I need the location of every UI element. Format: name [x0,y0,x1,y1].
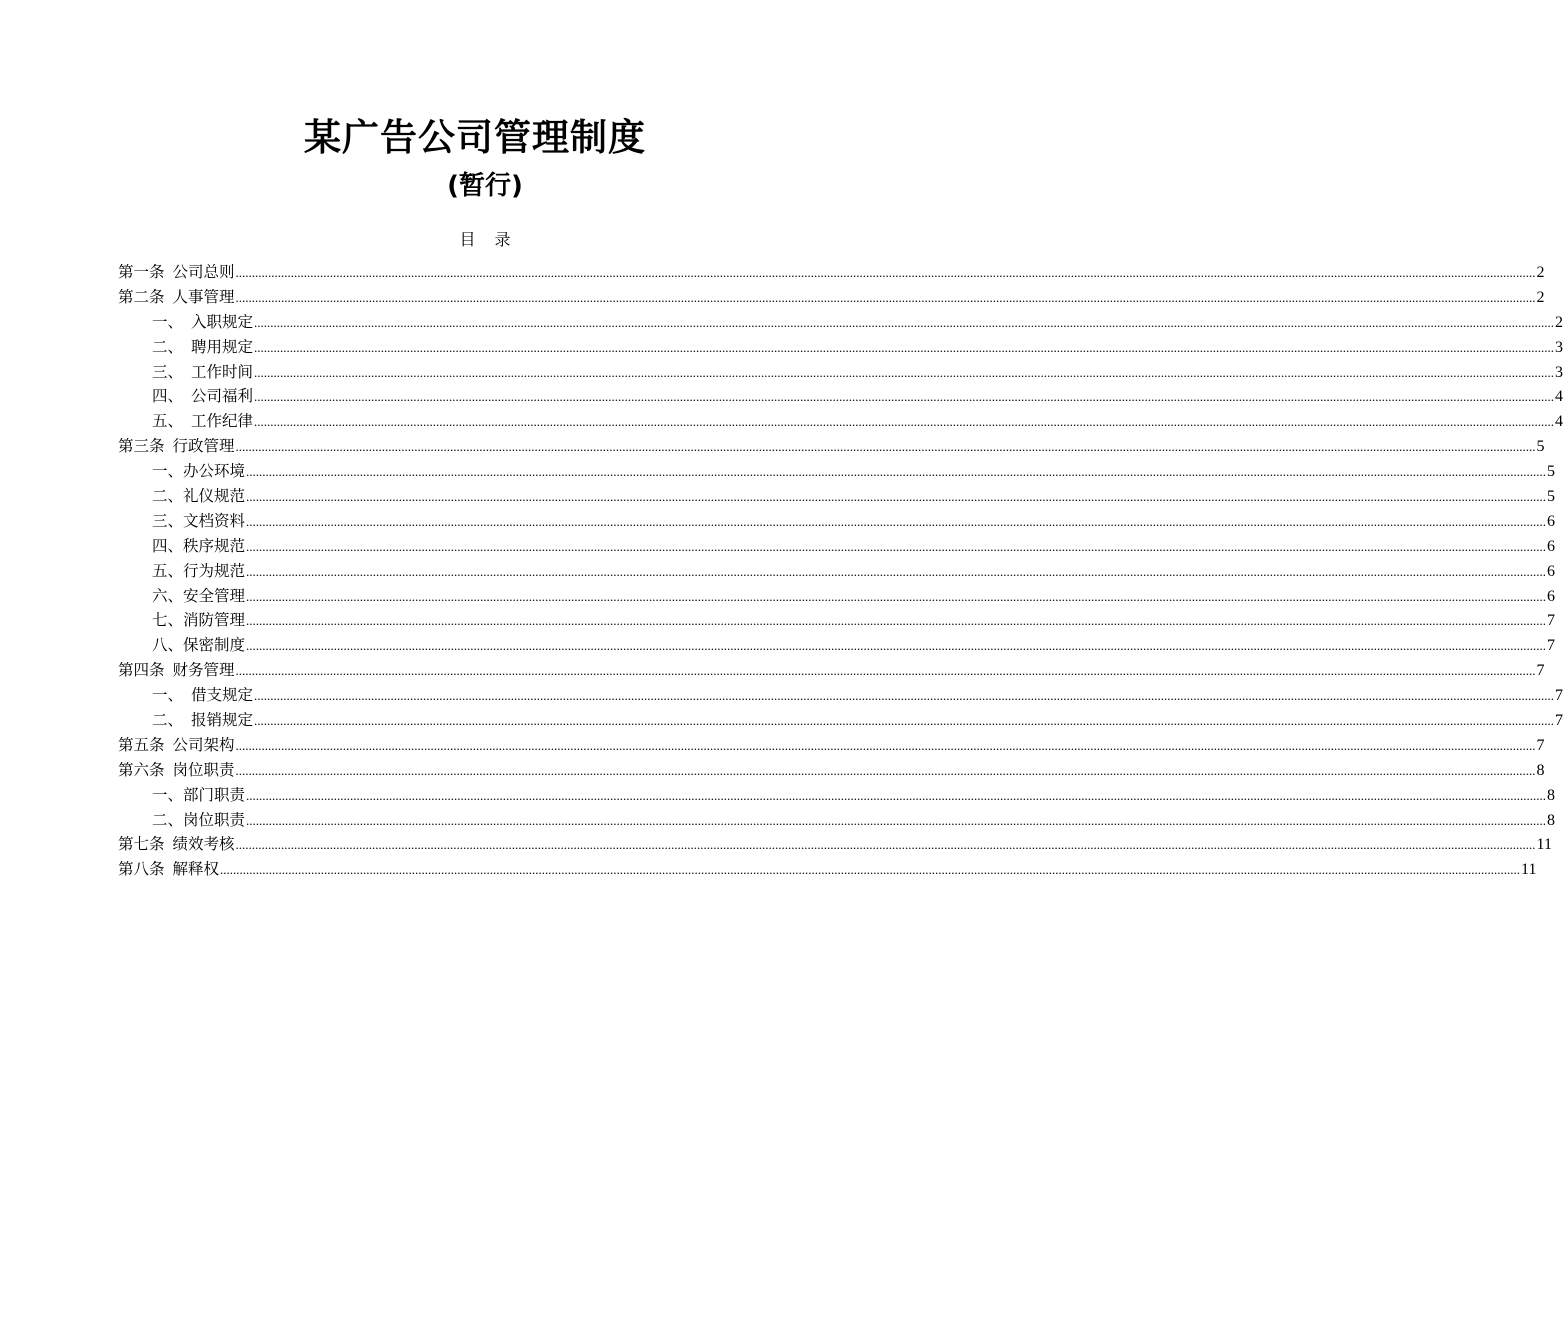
toc-dot-leader: ................................................................................................................................................................................................................................................................................................................................................................................................................ [254,314,1555,330]
toc-page-number: 7 [1555,687,1563,705]
toc-dot-leader: ................................................................................................................................................................................................................................................................................................................................................................................................................ [254,339,1555,355]
toc-entry-text: 财务管理 [172,661,235,680]
toc-page-number: 6 [1547,512,1556,530]
toc-entry[interactable] [118,285,1545,310]
toc-dot-leader: ................................................................................................................................................................................................................................................................................................................................................................................................................ [254,389,1555,405]
table-of-contents [118,260,1563,882]
toc-entry[interactable] [118,683,1563,708]
toc-entry[interactable] [118,608,1556,633]
toc-entry[interactable] [118,832,1552,857]
toc-entry-text: 一、办公环境 [152,462,246,481]
toc-entry-number: 第二条 [118,287,165,306]
toc-entry-text: 二、岗位职责 [152,810,246,829]
toc-dot-leader: ................................................................................................................................................................................................................................................................................................................................................................................................................ [246,464,1547,480]
toc-entry[interactable] [118,459,1556,484]
toc-dot-leader: ................................................................................................................................................................................................................................................................................................................................................................................................................ [254,364,1555,380]
toc-entry-label [152,708,253,733]
toc-entry-label [152,584,245,609]
toc-entry-label [118,832,235,857]
toc-entry-text: 岗位职责 [172,760,235,779]
toc-page-number: 8 [1547,811,1556,829]
toc-entry-label [152,484,245,509]
toc-entry-text: 四、秩序规范 [152,536,246,555]
toc-entry[interactable] [118,409,1563,434]
toc-dot-leader: ................................................................................................................................................................................................................................................................................................................................................................................................................ [246,613,1547,629]
toc-entry-text: 六、安全管理 [152,586,246,605]
toc-entry-label [152,409,253,434]
toc-entry-text: 公司福利 [191,387,254,406]
toc-entry-label [118,434,235,459]
toc-entry-label [152,459,245,484]
toc-page-number: 2 [1555,313,1563,331]
toc-entry-label [118,857,219,882]
toc-entry-text: 三、文档资料 [152,511,246,530]
toc-page-number: 7 [1536,736,1545,754]
toc-entry-label [152,310,253,335]
toc-dot-leader: ................................................................................................................................................................................................................................................................................................................................................................................................................ [235,439,1536,455]
toc-entry-label [152,783,245,808]
toc-dot-leader: ................................................................................................................................................................................................................................................................................................................................................................................................................ [220,862,1521,878]
toc-entry-text: 七、消防管理 [152,611,246,630]
toc-page-number: 8 [1547,786,1556,804]
toc-entry-number: 第七条 [118,835,165,854]
toc-entry[interactable] [118,783,1556,808]
toc-dot-leader: ................................................................................................................................................................................................................................................................................................................................................................................................................ [246,588,1547,604]
toc-page-number: 5 [1536,438,1545,456]
toc-entry-text: 八、保密制度 [152,636,246,655]
toc-page-number: 6 [1547,587,1556,605]
toc-dot-leader: ................................................................................................................................................................................................................................................................................................................................................................................................................ [246,638,1547,654]
toc-entry-label [118,658,235,683]
toc-entry[interactable] [118,708,1563,733]
toc-page-number: 3 [1555,338,1563,356]
toc-page-number: 7 [1547,637,1556,655]
toc-entry-label [152,608,245,633]
toc-entry[interactable] [118,633,1556,658]
toc-entry-number: 一、 [152,312,184,331]
toc-dot-leader: ................................................................................................................................................................................................................................................................................................................................................................................................................ [246,812,1547,828]
toc-entry-text: 入职规定 [191,312,254,331]
toc-entry-label [152,808,245,833]
toc-entry[interactable] [118,335,1563,360]
toc-heading: 目 录 [459,230,511,249]
toc-entry-label [118,260,235,285]
toc-entry[interactable] [118,658,1545,683]
toc-entry[interactable] [118,758,1545,783]
toc-entry-label [118,285,235,310]
toc-page-number: 2 [1536,264,1545,281]
toc-page-number: 7 [1536,662,1545,680]
toc-dot-leader: ................................................................................................................................................................................................................................................................................................................................................................................................................ [246,489,1547,505]
toc-entry[interactable] [118,384,1563,409]
toc-dot-leader: ................................................................................................................................................................................................................................................................................................................................................................................................................ [254,414,1555,430]
toc-entry-label [152,509,245,534]
toc-entry[interactable] [118,559,1556,584]
toc-dot-leader: ................................................................................................................................................................................................................................................................................................................................................................................................................ [235,663,1536,679]
toc-entry-number: 第五条 [118,735,165,754]
toc-entry-text: 解释权 [172,860,220,879]
toc-entry-text: 借支规定 [191,686,254,705]
toc-dot-leader: ................................................................................................................................................................................................................................................................................................................................................................................................................ [235,762,1536,778]
toc-page-number: 4 [1555,413,1563,431]
toc-page-number: 5 [1547,463,1556,481]
toc-entry-text: 人事管理 [172,287,235,306]
toc-dot-leader: ................................................................................................................................................................................................................................................................................................................................................................................................................ [235,837,1536,853]
toc-entry[interactable] [118,434,1545,459]
toc-entry-number: 第一条 [118,263,165,281]
toc-entry-number: 三、 [152,362,184,381]
toc-page-number: 11 [1536,836,1552,854]
toc-page-number: 5 [1547,488,1556,506]
toc-entry-number: 四、 [152,387,184,406]
toc-entry-text: 公司总则 [172,263,235,281]
toc-entry-text: 聘用规定 [191,337,254,356]
toc-entry-number: 第八条 [118,860,165,879]
toc-page-number: 4 [1555,388,1563,406]
toc-dot-leader: ................................................................................................................................................................................................................................................................................................................................................................................................................ [246,538,1547,554]
toc-page-number: 11 [1521,861,1537,879]
toc-entry-label [118,733,235,758]
toc-entry[interactable] [118,484,1556,509]
toc-entry[interactable] [118,733,1545,758]
toc-entry-label [152,534,245,559]
document-subtitle: (暂行) [447,171,523,201]
toc-entry[interactable] [118,534,1556,559]
toc-page-number: 8 [1536,761,1545,779]
toc-entry-label [152,360,253,385]
toc-entry-number: 第六条 [118,760,165,779]
toc-page-number: 6 [1547,537,1556,555]
toc-dot-leader: ................................................................................................................................................................................................................................................................................................................................................................................................................ [246,787,1547,803]
toc-entry-text: 二、礼仪规范 [152,487,246,506]
toc-page-number: 7 [1555,712,1563,730]
toc-page-number: 2 [1536,288,1545,306]
toc-entry-label [152,633,245,658]
toc-entry[interactable] [118,509,1556,534]
toc-dot-leader: ................................................................................................................................................................................................................................................................................................................................................................................................................ [235,265,1536,280]
toc-entry[interactable] [118,310,1563,335]
toc-page-number: 7 [1547,612,1556,630]
toc-dot-leader: ................................................................................................................................................................................................................................................................................................................................................................................................................ [246,513,1547,529]
toc-entry-text: 工作纪律 [191,412,254,431]
toc-entry[interactable] [118,857,1537,882]
toc-dot-leader: ................................................................................................................................................................................................................................................................................................................................................................................................................ [235,289,1536,305]
toc-entry-text: 行政管理 [172,437,235,456]
toc-dot-leader: ................................................................................................................................................................................................................................................................................................................................................................................................................ [235,737,1536,753]
toc-dot-leader: ................................................................................................................................................................................................................................................................................................................................................................................................................ [254,713,1555,729]
toc-entry-number: 一、 [152,686,184,705]
toc-entry-label [152,384,253,409]
toc-entry-label [152,559,245,584]
toc-entry-number: 二、 [152,337,184,356]
toc-page-number: 6 [1547,562,1556,580]
toc-entry-label [118,758,235,783]
toc-entry[interactable] [118,584,1556,609]
toc-entry[interactable] [118,260,1545,285]
toc-dot-leader: ................................................................................................................................................................................................................................................................................................................................................................................................................ [254,688,1555,704]
toc-entry-text: 五、行为规范 [152,561,246,580]
toc-entry[interactable] [118,808,1556,833]
toc-entry-number: 第三条 [118,437,165,456]
toc-entry-text: 公司架构 [172,735,235,754]
toc-page-number: 3 [1555,363,1563,381]
toc-entry[interactable] [118,360,1563,385]
toc-entry-number: 二、 [152,711,184,730]
toc-entry-label [152,683,253,708]
toc-entry-text: 一、部门职责 [152,785,246,804]
toc-entry-label [152,335,253,360]
document-title: 某广告公司管理制度 [304,116,646,159]
toc-entry-text: 工作时间 [191,362,254,381]
toc-entry-number: 第四条 [118,661,165,680]
toc-entry-text: 报销规定 [191,711,254,730]
toc-dot-leader: ................................................................................................................................................................................................................................................................................................................................................................................................................ [246,563,1547,579]
toc-entry-number: 五、 [152,412,184,431]
toc-entry-text: 绩效考核 [172,835,235,854]
